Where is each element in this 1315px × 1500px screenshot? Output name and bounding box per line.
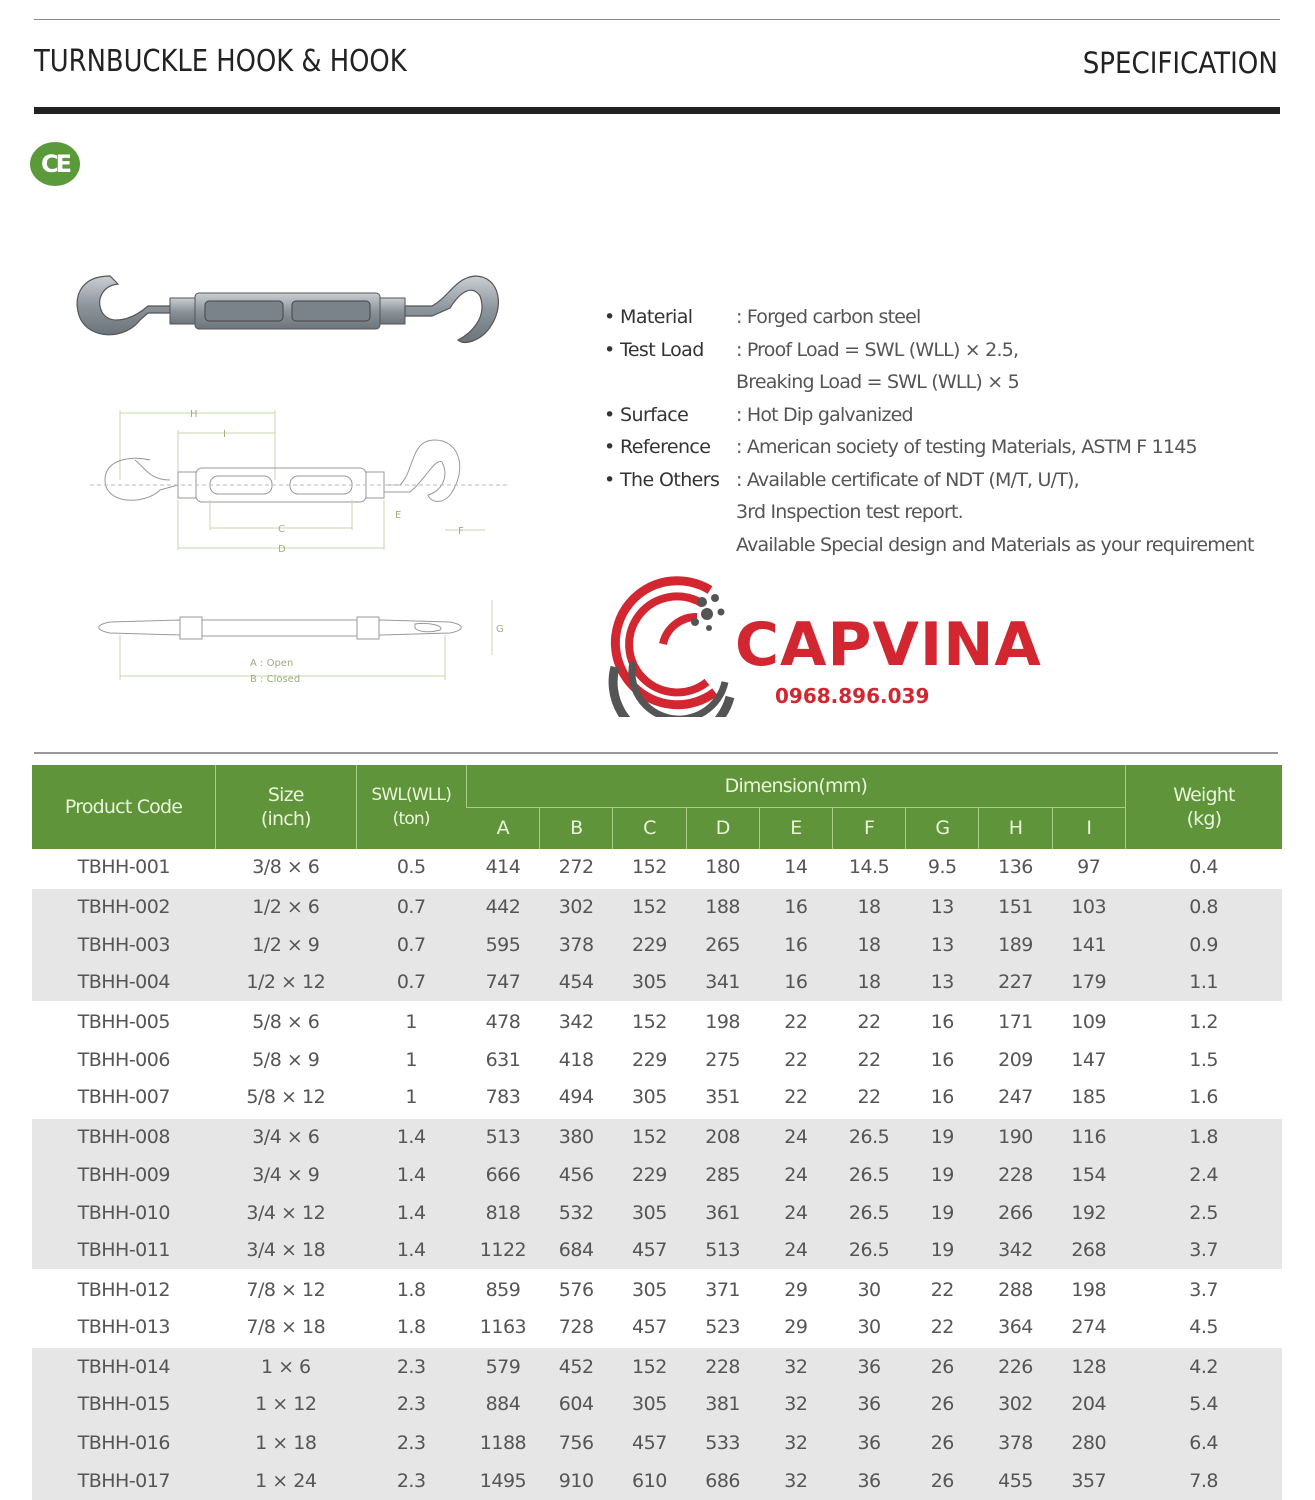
cell-dim-i: 357	[1052, 1462, 1125, 1500]
cell-dim-c: 305	[613, 964, 686, 1002]
cell-weight: 0.8	[1125, 887, 1282, 925]
cell-dim-d: 265	[686, 926, 759, 964]
cell-product-code: TBHH-007	[77, 1086, 170, 1109]
col-dim-h: H	[979, 807, 1052, 849]
cell-product-code: TBHH-002	[32, 887, 216, 925]
cell-dim-c: 229	[613, 926, 686, 964]
dim-label-c: C	[278, 524, 285, 535]
cell-dim-h: 455	[979, 1462, 1052, 1500]
cell-dim-f: 30	[857, 1315, 881, 1338]
table-row	[32, 1423, 1282, 1461]
cell-swl: 2.3	[356, 1423, 466, 1461]
cell-dim-d: 188	[686, 887, 759, 925]
cell-dim-h: 136	[998, 856, 1033, 879]
col-dim-c: C	[613, 807, 686, 849]
cell-dim-i: 109	[1052, 1002, 1125, 1040]
cell-dim-h: 378	[979, 1423, 1052, 1461]
cell-dim-f: 14.5	[848, 856, 890, 879]
cell-dim-d: 523	[705, 1315, 740, 1338]
cell-swl: 1.4	[356, 1117, 466, 1155]
section-title: SPECIFICATION	[1082, 46, 1278, 80]
cell-dim-d: 351	[705, 1086, 740, 1109]
cell-dim-d: 228	[686, 1347, 759, 1385]
cell-size: 5/8 × 6	[216, 1002, 356, 1040]
cell-size: 3/4 × 9	[216, 1155, 356, 1193]
table-body	[32, 849, 1282, 1500]
cell-swl: 1.4	[356, 1194, 466, 1232]
cell-dim-a: 1122	[466, 1232, 539, 1270]
cell-weight: 3.7	[1125, 1270, 1282, 1308]
table-row	[32, 849, 1282, 887]
cell-dim-d: 686	[686, 1462, 759, 1500]
page-title: TURNBUCKLE HOOK & HOOK	[34, 44, 407, 79]
cell-product-code: TBHH-005	[32, 1002, 216, 1040]
cell-weight: 7.8	[1125, 1462, 1282, 1500]
spec-value: : Proof Load = SWL (WLL) × 2.5, Breaking Load = SWL (WLL) × 5	[736, 338, 1019, 393]
table-row	[32, 1309, 1282, 1347]
cell-dim-e: 24	[759, 1194, 832, 1232]
cell-dim-f: 26.5	[832, 1232, 905, 1270]
cell-dim-g: 13	[906, 887, 979, 925]
spec-value: : American society of testing Materials, ASTM F 1145	[736, 436, 1197, 458]
cell-product-code: TBHH-006	[77, 1048, 170, 1071]
dim-label-f: F	[458, 526, 464, 537]
table-row	[32, 1385, 1282, 1423]
cell-dim-f: 18	[832, 887, 905, 925]
cell-product-code: TBHH-011	[32, 1232, 216, 1270]
cell-weight: 0.4	[1189, 856, 1219, 879]
cell-dim-i: 154	[1052, 1155, 1125, 1193]
cell-dim-i: 103	[1052, 887, 1125, 925]
cell-dim-g: 9.5	[927, 856, 957, 879]
col-size: Size (inch)	[216, 765, 356, 849]
cell-dim-f: 26.5	[832, 1155, 905, 1193]
cell-dim-f: 36	[832, 1462, 905, 1500]
cell-dim-c: 305	[613, 1270, 686, 1308]
cell-dim-e: 22	[784, 1048, 808, 1071]
cell-weight: 2.5	[1125, 1194, 1282, 1232]
cell-weight: 1.5	[1189, 1048, 1219, 1071]
cell-dim-c: 152	[613, 1002, 686, 1040]
cell-product-code: TBHH-010	[32, 1194, 216, 1232]
cell-dim-b: 494	[558, 1086, 594, 1109]
col-product-code: Product Code	[32, 765, 216, 849]
cell-product-code: TBHH-016	[32, 1423, 216, 1461]
cell-dim-f: 18	[832, 964, 905, 1002]
spec-label: • Reference	[604, 436, 711, 458]
table-row	[32, 1462, 1282, 1500]
cell-dim-e: 22	[759, 1002, 832, 1040]
cell-dim-h: 190	[979, 1117, 1052, 1155]
col-dim-f: F	[832, 807, 905, 849]
cell-dim-g: 22	[930, 1315, 954, 1338]
table-row	[32, 1079, 1282, 1117]
cell-weight: 6.4	[1125, 1423, 1282, 1461]
cell-dim-f: 22	[832, 1002, 905, 1040]
cell-weight: 3.7	[1125, 1232, 1282, 1270]
col-dim-g: G	[906, 807, 979, 849]
cell-dim-c: 610	[613, 1462, 686, 1500]
cell-product-code: TBHH-013	[77, 1315, 170, 1338]
cell-dim-d: 361	[686, 1194, 759, 1232]
spec-list	[604, 301, 1254, 561]
col-dimension-group: Dimension(mm)	[466, 765, 1125, 807]
col-dim-b: B	[540, 807, 613, 849]
cell-dim-f: 36	[832, 1423, 905, 1461]
cell-dim-i: 204	[1052, 1385, 1125, 1423]
cell-dim-d: 180	[705, 856, 740, 879]
cell-dim-a: 747	[466, 964, 539, 1002]
spec-value: : Forged carbon steel	[736, 306, 921, 328]
brand-phone: 0968.896.039	[775, 684, 930, 708]
cell-swl: 2.3	[356, 1347, 466, 1385]
cell-swl: 1.4	[356, 1232, 466, 1270]
cell-dim-e: 29	[759, 1270, 832, 1308]
cell-dim-c: 457	[632, 1315, 667, 1338]
cell-dim-h: 209	[998, 1048, 1033, 1071]
table-row	[32, 964, 1282, 1002]
cell-dim-e: 24	[759, 1155, 832, 1193]
cell-size: 7/8 × 12	[216, 1270, 356, 1308]
cell-size: 1 × 6	[216, 1347, 356, 1385]
cell-dim-g: 16	[930, 1048, 954, 1071]
cell-dim-i: 97	[1077, 856, 1101, 879]
cell-dim-b: 452	[540, 1347, 613, 1385]
spec-others	[604, 464, 1254, 562]
cell-dim-f: 26.5	[832, 1117, 905, 1155]
cell-dim-b: 728	[558, 1315, 594, 1338]
cell-dim-e: 29	[784, 1315, 808, 1338]
cell-dim-c: 305	[613, 1194, 686, 1232]
cell-dim-a: 595	[466, 926, 539, 964]
cell-dim-g: 16	[906, 1002, 979, 1040]
cell-product-code: TBHH-003	[32, 926, 216, 964]
cell-dim-c: 152	[613, 1117, 686, 1155]
cell-dim-g: 16	[930, 1086, 954, 1109]
cell-dim-g: 19	[906, 1232, 979, 1270]
cell-product-code: TBHH-015	[32, 1385, 216, 1423]
spec-label: • Surface	[604, 403, 689, 426]
cell-dim-h: 266	[979, 1194, 1052, 1232]
cell-dim-i: 198	[1052, 1270, 1125, 1308]
cell-product-code: TBHH-004	[32, 964, 216, 1002]
cell-product-code: TBHH-012	[32, 1270, 216, 1308]
cell-dim-i: 268	[1052, 1232, 1125, 1270]
cell-dim-c: 229	[613, 1155, 686, 1193]
cell-dim-a: 859	[466, 1270, 539, 1308]
top-divider	[34, 19, 1280, 20]
cell-dim-g: 26	[906, 1462, 979, 1500]
cell-size: 1 × 18	[216, 1423, 356, 1461]
cell-size: 1/2 × 6	[216, 887, 356, 925]
cell-dim-g: 26	[906, 1347, 979, 1385]
legend-open: A : Open	[250, 658, 294, 669]
cell-dim-b: 272	[558, 856, 594, 879]
spec-test-load	[604, 334, 1254, 399]
cell-dim-g: 13	[906, 964, 979, 1002]
cell-dim-f: 26.5	[832, 1194, 905, 1232]
cell-dim-c: 305	[613, 1385, 686, 1423]
cell-dim-b: 910	[540, 1462, 613, 1500]
cell-weight: 4.5	[1189, 1315, 1219, 1338]
cell-swl: 0.7	[356, 887, 466, 925]
cell-size: 1 × 24	[216, 1462, 356, 1500]
cell-dim-c: 152	[613, 887, 686, 925]
cell-dim-d: 381	[686, 1385, 759, 1423]
spec-reference	[604, 431, 1254, 464]
cell-weight: 4.2	[1125, 1347, 1282, 1385]
cell-weight: 1.2	[1125, 1002, 1282, 1040]
cell-product-code: TBHH-014	[32, 1347, 216, 1385]
cell-dim-c: 152	[632, 856, 667, 879]
cell-product-code: TBHH-008	[32, 1117, 216, 1155]
cell-product-code: TBHH-009	[32, 1155, 216, 1193]
cell-dim-d: 533	[686, 1423, 759, 1461]
col-dim-a: A	[466, 807, 539, 849]
col-dim-e: E	[759, 807, 832, 849]
cell-dim-g: 13	[906, 926, 979, 964]
cell-dim-b: 604	[540, 1385, 613, 1423]
cell-swl: 2.3	[356, 1462, 466, 1500]
cell-dim-i: 147	[1071, 1048, 1107, 1071]
cell-dim-e: 16	[759, 926, 832, 964]
cell-dim-h: 302	[979, 1385, 1052, 1423]
cell-dim-a: 513	[466, 1117, 539, 1155]
cell-size: 3/4 × 6	[216, 1117, 356, 1155]
cell-dim-a: 818	[466, 1194, 539, 1232]
cell-dim-h: 228	[979, 1155, 1052, 1193]
table-row	[32, 1232, 1282, 1270]
cell-dim-c: 305	[632, 1086, 667, 1109]
cell-dim-i: 280	[1052, 1423, 1125, 1461]
dim-label-i: I	[223, 429, 226, 440]
spec-label: • Material	[604, 306, 693, 328]
cell-dim-b: 380	[540, 1117, 613, 1155]
cell-weight: 1.6	[1189, 1086, 1219, 1109]
table-row	[32, 1194, 1282, 1232]
cell-dim-g: 22	[906, 1270, 979, 1308]
cell-dim-h: 227	[979, 964, 1052, 1002]
cell-dim-a: 631	[485, 1048, 521, 1071]
cell-dim-e: 16	[759, 887, 832, 925]
cell-dim-g: 19	[906, 1194, 979, 1232]
cell-size: 1/2 × 12	[216, 964, 356, 1002]
cell-dim-e: 24	[759, 1117, 832, 1155]
cell-dim-e: 24	[759, 1232, 832, 1270]
cell-dim-g: 19	[906, 1117, 979, 1155]
cell-dim-c: 457	[613, 1423, 686, 1461]
cell-dim-a: 478	[466, 1002, 539, 1040]
cell-dim-a: 1495	[466, 1462, 539, 1500]
cell-dim-e: 22	[784, 1086, 808, 1109]
cell-size: 3/8 × 6	[252, 856, 320, 879]
cell-dim-c: 457	[613, 1232, 686, 1270]
capvina-logo-icon	[585, 572, 745, 717]
col-swl: SWL(WLL) (ton)	[356, 765, 466, 849]
spec-material	[604, 301, 1254, 334]
cell-product-code: TBHH-001	[77, 856, 170, 879]
cell-dim-h: 226	[979, 1347, 1052, 1385]
cell-weight: 5.4	[1125, 1385, 1282, 1423]
cell-dim-g: 19	[906, 1155, 979, 1193]
spec-surface	[604, 399, 1254, 432]
dimension-diagram	[90, 400, 510, 560]
cell-dim-a: 414	[485, 856, 521, 879]
cell-swl: 1	[405, 1086, 417, 1109]
cell-size: 5/8 × 9	[252, 1048, 320, 1071]
cell-size: 5/8 × 12	[246, 1086, 326, 1109]
cell-dim-d: 198	[686, 1002, 759, 1040]
cell-dim-g: 26	[906, 1385, 979, 1423]
cell-swl: 1.4	[356, 1155, 466, 1193]
cell-dim-b: 756	[540, 1423, 613, 1461]
cell-dim-e: 32	[759, 1347, 832, 1385]
cell-dim-a: 666	[466, 1155, 539, 1193]
cell-dim-f: 30	[832, 1270, 905, 1308]
turnbuckle-photo	[70, 268, 510, 358]
table-row	[32, 1155, 1282, 1193]
cell-dim-a: 1188	[466, 1423, 539, 1461]
legend-closed: B : Closed	[250, 674, 301, 685]
cell-dim-d: 208	[686, 1117, 759, 1155]
cell-dim-h: 288	[979, 1270, 1052, 1308]
dim-label-h: H	[190, 409, 198, 420]
cell-dim-b: 684	[540, 1232, 613, 1270]
cell-size: 3/4 × 12	[216, 1194, 356, 1232]
table-row	[32, 1002, 1282, 1040]
cell-dim-i: 274	[1071, 1315, 1107, 1338]
cell-dim-e: 16	[759, 964, 832, 1002]
dim-label-g: G	[496, 624, 504, 635]
cell-dim-f: 36	[832, 1347, 905, 1385]
table-row	[32, 1347, 1282, 1385]
cell-dim-a: 442	[466, 887, 539, 925]
cell-dim-h: 342	[979, 1232, 1052, 1270]
table-row	[32, 1270, 1282, 1308]
cell-dim-b: 454	[540, 964, 613, 1002]
cell-dim-g: 26	[906, 1423, 979, 1461]
spec-value: : Hot Dip galvanized	[736, 403, 913, 426]
cell-dim-e: 32	[759, 1423, 832, 1461]
cell-dim-h: 247	[998, 1086, 1033, 1109]
dim-label-e: E	[395, 510, 402, 521]
cell-dim-h: 189	[979, 926, 1052, 964]
spec-label: • The Others	[604, 468, 720, 491]
cell-dim-a: 783	[485, 1086, 521, 1109]
cell-dim-f: 18	[832, 926, 905, 964]
cell-dim-b: 532	[540, 1194, 613, 1232]
cell-dim-f: 22	[857, 1048, 881, 1071]
cell-dim-a: 579	[466, 1347, 539, 1385]
cell-dim-c: 229	[632, 1048, 667, 1071]
cell-swl: 1.8	[396, 1315, 426, 1338]
table-row	[32, 1117, 1282, 1155]
cell-size: 1 × 12	[216, 1385, 356, 1423]
cell-size: 7/8 × 18	[246, 1315, 326, 1338]
cell-swl: 1	[356, 1002, 466, 1040]
cell-weight: 1.1	[1125, 964, 1282, 1002]
cell-swl: 1	[405, 1048, 417, 1071]
table-divider	[34, 752, 1278, 754]
cell-dim-i: 185	[1071, 1086, 1107, 1109]
cell-dim-e: 32	[759, 1385, 832, 1423]
cell-swl: 2.3	[356, 1385, 466, 1423]
cell-dim-f: 36	[832, 1385, 905, 1423]
spec-label: • Test Load	[604, 338, 704, 361]
brand-name: CAPVINA	[735, 610, 1042, 680]
header-divider	[34, 107, 1280, 114]
cell-dim-h: 151	[979, 887, 1052, 925]
cell-dim-i: 179	[1052, 964, 1125, 1002]
cell-dim-a: 1163	[479, 1315, 527, 1338]
col-dim-d: D	[686, 807, 759, 849]
dim-label-d: D	[278, 544, 286, 555]
cell-dim-e: 32	[759, 1462, 832, 1500]
cell-dim-c: 152	[613, 1347, 686, 1385]
spec-value: : Available certificate of NDT (M/T, U/T), 3rd Inspection test report. Available Special design and Materials as your requirement	[736, 468, 1254, 556]
cell-dim-b: 418	[558, 1048, 594, 1071]
cell-swl: 0.7	[356, 964, 466, 1002]
cell-dim-i: 128	[1052, 1347, 1125, 1385]
cell-dim-i: 141	[1052, 926, 1125, 964]
capvina-watermark	[585, 572, 1042, 717]
col-dim-i: I	[1052, 807, 1125, 849]
cell-dim-f: 22	[857, 1086, 881, 1109]
cell-dim-d: 285	[686, 1155, 759, 1193]
cell-dim-b: 456	[540, 1155, 613, 1193]
table-row	[32, 1040, 1282, 1078]
cell-weight: 2.4	[1125, 1155, 1282, 1193]
cell-dim-i: 116	[1052, 1117, 1125, 1155]
cell-size: 1/2 × 9	[216, 926, 356, 964]
cell-dim-b: 576	[540, 1270, 613, 1308]
cell-swl: 0.5	[396, 856, 426, 879]
cell-swl: 1.8	[356, 1270, 466, 1308]
table-row	[32, 887, 1282, 925]
side-view-diagram	[90, 590, 510, 690]
table-row	[32, 926, 1282, 964]
cell-dim-e: 14	[784, 856, 808, 879]
cell-dim-d: 371	[686, 1270, 759, 1308]
col-weight: Weight (kg)	[1125, 765, 1282, 849]
cell-dim-d: 275	[705, 1048, 740, 1071]
cell-dim-d: 341	[686, 964, 759, 1002]
cell-weight: 0.9	[1125, 926, 1282, 964]
cell-dim-i: 192	[1052, 1194, 1125, 1232]
cell-dim-a: 884	[466, 1385, 539, 1423]
ce-mark-icon: CE	[30, 142, 80, 186]
cell-product-code: TBHH-017	[32, 1462, 216, 1500]
cell-dim-b: 342	[540, 1002, 613, 1040]
cell-weight: 1.8	[1125, 1117, 1282, 1155]
cell-dim-h: 364	[998, 1315, 1033, 1338]
cell-dim-b: 302	[540, 887, 613, 925]
cell-size: 3/4 × 18	[216, 1232, 356, 1270]
cell-dim-b: 378	[540, 926, 613, 964]
cell-swl: 0.7	[356, 926, 466, 964]
cell-dim-d: 513	[686, 1232, 759, 1270]
cell-dim-h: 171	[979, 1002, 1052, 1040]
specification-table	[32, 765, 1282, 1500]
